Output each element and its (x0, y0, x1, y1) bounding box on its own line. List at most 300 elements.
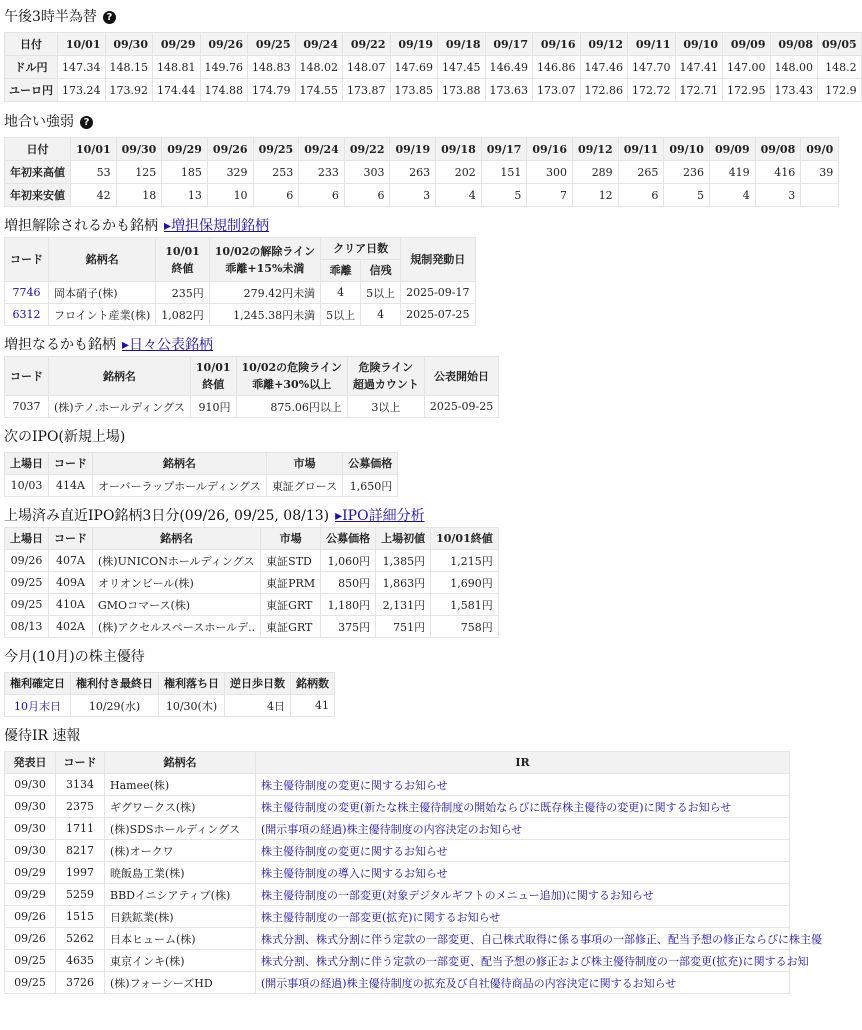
value-cell: 147.46 (580, 56, 628, 79)
date-cell: 09/25 (5, 572, 49, 594)
code-cell: 1515 (56, 906, 105, 928)
value-cell: 6 (618, 184, 664, 207)
code-cell (5, 304, 49, 326)
col-header-name: 銘柄名 (93, 528, 261, 550)
date-cell: 09/25 (5, 594, 49, 616)
col-header-code: コード (5, 357, 49, 396)
help-icon[interactable]: ? (80, 116, 93, 129)
ir-link[interactable]: (開示事項の経過)株主優待制度の拡充及び自社優待商品の内容決定に関するお知らせ (261, 976, 677, 990)
col-header-first-price: 上場初値 (376, 528, 431, 550)
code-cell: 8217 (56, 840, 105, 862)
price-cell: 850円 (321, 572, 376, 594)
release-line: 1,245.38円未満 (209, 304, 320, 326)
increase-table (4, 356, 499, 418)
value-cell: 173.85 (390, 79, 438, 102)
yutai-table (4, 672, 335, 717)
stock-name: 日鉄鉱業(株) (105, 906, 256, 928)
ir-cell (256, 928, 822, 950)
ir-link[interactable]: 株主優待制度の一部変更(拡充)に関するお知らせ (261, 910, 501, 924)
value-cell: 10 (207, 184, 253, 207)
release-line: 279.42円未満 (209, 282, 320, 304)
market-section-title (4, 111, 792, 133)
ir-link[interactable]: 株式分割、株式分割に伴う定款の一部変更、自己株式取得に係る事項の一部修正、配当予想の修正ならびに株主優 (261, 932, 822, 946)
col-header-release-line: 10/02の解除ライン 乖離+15%未満 (209, 238, 320, 282)
col-header-clear-days: クリア日数 (321, 238, 401, 260)
col-header-date: 上場日 (5, 528, 49, 550)
date-cell: 09/30 (5, 840, 56, 862)
stock-code-link[interactable]: 6312 (12, 308, 41, 321)
code-cell: 3134 (56, 774, 105, 796)
value-cell: 148.81 (153, 56, 201, 79)
col-header-day: 09/08 (755, 138, 801, 161)
stock-name: 東京インキ(株) (105, 950, 256, 972)
col-header-day: 09/11 (628, 33, 676, 56)
col-header-danger-line: 10/02の危険ライン 乖離+30%以上 (236, 357, 347, 396)
col-header-start-date: 規制発動日 (401, 238, 475, 282)
first-price-cell: 751円 (376, 616, 431, 638)
value-cell: 147.69 (390, 56, 438, 79)
table-row (5, 550, 499, 572)
value-cell: 148.02 (295, 56, 343, 79)
fx-table-wrap (4, 32, 857, 102)
ipo-analysis-link[interactable]: ▸IPO詳細分析 (335, 508, 425, 524)
row-header: 年初来安値 (5, 184, 71, 207)
stock-name: BBDイニシアティブ(株) (105, 884, 256, 906)
code-cell: 1711 (56, 818, 105, 840)
value-cell: 174.55 (295, 79, 343, 102)
row-header: 年初来高値 (5, 161, 71, 184)
value-cell: 3 (755, 184, 801, 207)
ir-link[interactable]: 株主優待制度の変更に関するお知らせ (261, 844, 448, 858)
date-cell: 09/30 (5, 818, 56, 840)
value-cell: 13 (162, 184, 208, 207)
increase-section-title (4, 334, 792, 356)
value-cell: 147.45 (438, 56, 486, 79)
code-cell (5, 282, 49, 304)
col-header-day: 09/30 (116, 138, 162, 161)
table-row (5, 304, 476, 326)
danger-line: 875.06円以上 (236, 396, 347, 418)
col-header-day: 09/18 (436, 138, 482, 161)
col-header-day: 09/05 (818, 33, 862, 56)
value-cell: 7 (527, 184, 573, 207)
code-cell: 5259 (56, 884, 105, 906)
col-header-days: 逆日歩日数 (225, 673, 291, 695)
value-cell: 147.70 (628, 56, 676, 79)
value-cell: 147.00 (723, 56, 771, 79)
ir-cell (256, 840, 790, 862)
col-header-day: 10/01 (58, 33, 106, 56)
value-cell: 125 (116, 161, 162, 184)
ir-cell (256, 906, 790, 928)
value-cell: 147.34 (58, 56, 106, 79)
col-header-day: 09/29 (153, 33, 201, 56)
col-header-day: 09/26 (200, 33, 248, 56)
market-table (4, 137, 839, 207)
stock-code-link[interactable]: 7746 (12, 286, 41, 299)
close-cell: 1,581円 (431, 594, 499, 616)
col-header-day: 09/30 (105, 33, 153, 56)
col-header-day: 09/25 (248, 33, 296, 56)
value-cell: 300 (527, 161, 573, 184)
table-row (5, 840, 790, 862)
col-header-price: 公募価格 (343, 453, 398, 475)
table-row (5, 79, 862, 102)
release-table (4, 237, 476, 326)
first-price-cell: 2,131円 (376, 594, 431, 616)
ir-link[interactable]: 株主優待制度の一部変更(対象デジタルギフトのメニュー追加)に関するお知らせ (261, 888, 654, 902)
stock-name: Hamee(株) (105, 774, 256, 796)
table-row (5, 818, 790, 840)
value-cell: 151 (481, 161, 527, 184)
col-header-day: 09/12 (573, 138, 619, 161)
market-title: 地合い強弱 (4, 114, 74, 130)
table-row (5, 56, 862, 79)
col-header-day: 09/24 (295, 33, 343, 56)
stock-name: 日本ヒューム(株) (105, 928, 256, 950)
table-row (5, 161, 839, 184)
name-cell: オリオンビール(株) (93, 572, 261, 594)
value-cell: 148.2 (818, 56, 862, 79)
col-header-ex-date: 権利落ち日 (159, 673, 225, 695)
table-row (5, 796, 790, 818)
date-cell: 09/29 (5, 862, 56, 884)
table-row (5, 594, 499, 616)
value-cell: 174.88 (200, 79, 248, 102)
table-row (5, 928, 790, 950)
value-cell: 265 (618, 161, 664, 184)
date-cell: 09/26 (5, 928, 56, 950)
value-cell (801, 184, 839, 207)
start-date: 2025-09-17 (401, 282, 475, 304)
close-price: 910円 (190, 396, 236, 418)
col-header-price: 公募価格 (321, 528, 376, 550)
col-header-day: 09/18 (438, 33, 486, 56)
ipo-recent-title: 上場済み直近IPO銘柄3日分(09/26, 09/25, 08/13) (4, 508, 330, 524)
ir-cell (256, 972, 790, 994)
start-date: 2025-09-25 (424, 396, 498, 418)
col-header-over-count: 危険ライン 超過カウント (347, 357, 424, 396)
stock-name: 岡本硝子(株) (49, 282, 156, 304)
date-cell: 09/26 (5, 906, 56, 928)
value-cell: 173.88 (438, 79, 486, 102)
market-table-wrap (4, 137, 834, 207)
count-cell: 41 (291, 695, 335, 717)
code-cell: 409A (49, 572, 93, 594)
ipo-next-title: 次のIPO(新規上場) (4, 429, 126, 445)
table-row (5, 184, 839, 207)
ir-link[interactable]: 株主優待制度の変更(新たな株主優待制度の開始ならびに既存株主優待の変更)に関するお知らせ (261, 800, 732, 814)
date-cell: 08/13 (5, 616, 49, 638)
value-cell: 202 (436, 161, 482, 184)
col-header-last-date: 権利付き最終日 (71, 673, 159, 695)
ir-link[interactable]: 株主優待制度の導入に関するお知らせ (261, 866, 448, 880)
ir-table-wrap (4, 751, 822, 994)
last-date-cell: 10/29(水) (71, 695, 159, 717)
ipo-next-section-title (4, 426, 792, 448)
ipo-recent-table (4, 527, 499, 638)
table-row (5, 862, 790, 884)
col-header-code: コード (49, 528, 93, 550)
value-cell: 253 (253, 161, 299, 184)
col-header-day: 09/16 (533, 33, 581, 56)
col-header-ir: IR (256, 752, 790, 774)
col-header-shinzan: 信残 (361, 260, 401, 282)
value-cell: 148.07 (343, 56, 391, 79)
code-cell: 1997 (56, 862, 105, 884)
value-cell: 42 (71, 184, 117, 207)
value-cell: 148.00 (770, 56, 818, 79)
value-cell: 146.49 (485, 56, 533, 79)
ir-table (4, 751, 822, 994)
value-cell: 172.95 (723, 79, 771, 102)
ir-link[interactable]: 株式分割、株式分割に伴う定款の一部変更、配当予想の修正および株主優待制度の一部変更(拡充)に関するお知 (261, 954, 809, 968)
ir-cell (256, 950, 809, 972)
code-cell: 4635 (56, 950, 105, 972)
ir-cell (256, 818, 790, 840)
kairi-days: 5以上 (321, 304, 361, 326)
first-price-cell: 1,863円 (376, 572, 431, 594)
price-cell: 1,650円 (343, 475, 398, 497)
price-cell: 375円 (321, 616, 376, 638)
col-header-day: 09/22 (344, 138, 390, 161)
table-row (5, 572, 499, 594)
days-cell: 4日 (225, 695, 291, 717)
col-header-day: 09/10 (675, 33, 723, 56)
value-cell: 174.79 (248, 79, 296, 102)
col-header-market: 市場 (266, 453, 342, 475)
ir-title: 優待IR 速報 (4, 728, 81, 744)
ipo-recent-section-title (4, 505, 792, 527)
ir-cell (256, 862, 790, 884)
col-header-day: 09/19 (390, 138, 436, 161)
code-cell: 407A (49, 550, 93, 572)
value-cell: 172.72 (628, 79, 676, 102)
price-cell: 1,060円 (321, 550, 376, 572)
close-cell: 1,690円 (431, 572, 499, 594)
date-cell: 09/29 (5, 884, 56, 906)
stock-name: (株)フォーシーズHD (105, 972, 256, 994)
value-cell: 39 (801, 161, 839, 184)
date-cell: 09/26 (5, 550, 49, 572)
ir-section-title (4, 725, 792, 747)
market-cell: 東証PRM (261, 572, 321, 594)
code-cell: 402A (49, 616, 93, 638)
value-cell: 173.63 (485, 79, 533, 102)
date-cell: 09/30 (5, 774, 56, 796)
market-cell: 東証グロース (266, 475, 342, 497)
value-cell: 303 (344, 161, 390, 184)
value-cell: 148.83 (248, 56, 296, 79)
value-cell: 4 (436, 184, 482, 207)
col-header-day: 09/19 (390, 33, 438, 56)
value-cell: 6 (299, 184, 345, 207)
col-header-day: 09/09 (709, 138, 755, 161)
date-cell: 09/25 (5, 950, 56, 972)
table-row (5, 906, 790, 928)
close-cell: 758円 (431, 616, 499, 638)
shinzan-days: 4 (361, 304, 401, 326)
table-row (5, 695, 335, 717)
col-header-day: 09/25 (253, 138, 299, 161)
col-header-code: コード (5, 238, 49, 282)
col-header-day: 09/0 (801, 138, 839, 161)
value-cell: 5 (664, 184, 710, 207)
col-header-day: 09/09 (723, 33, 771, 56)
table-row (5, 884, 790, 906)
table-row (5, 774, 790, 796)
col-header-day: 09/17 (481, 138, 527, 161)
value-cell: 173.92 (105, 79, 153, 102)
col-header-close: 10/01 終値 (190, 357, 236, 396)
table-row (5, 475, 398, 497)
first-price-cell: 1,385円 (376, 550, 431, 572)
fx-section-title (4, 6, 792, 28)
value-cell: 173.87 (343, 79, 391, 102)
col-header-day: 09/10 (664, 138, 710, 161)
value-cell: 147.41 (675, 56, 723, 79)
value-cell: 236 (664, 161, 710, 184)
ir-link[interactable]: (開示事項の経過)株主優待制度の内容決定のお知らせ (261, 822, 523, 836)
col-header-day: 09/26 (207, 138, 253, 161)
col-header-record-date: 権利確定日 (5, 673, 71, 695)
table-row (5, 950, 790, 972)
col-header-market: 市場 (261, 528, 321, 550)
help-icon[interactable]: ? (103, 11, 116, 24)
value-cell: 5 (481, 184, 527, 207)
col-header-start-date: 公表開始日 (424, 357, 498, 396)
page (0, 6, 857, 994)
col-header-day: 09/11 (618, 138, 664, 161)
record-date-link[interactable]: 10月末日 (14, 699, 61, 713)
row-header: ドル円 (5, 56, 58, 79)
close-price: 235円 (156, 282, 210, 304)
value-cell: 289 (573, 161, 619, 184)
col-header-count: 銘柄数 (291, 673, 335, 695)
value-cell: 148.15 (105, 56, 153, 79)
kairi-days: 4 (321, 282, 361, 304)
col-header-name: 銘柄名 (49, 357, 191, 396)
close-cell: 1,215円 (431, 550, 499, 572)
col-header-day: 10/01 (71, 138, 117, 161)
name-cell: (株)アクセルスペースホールデ.. (93, 616, 261, 638)
ir-cell (256, 774, 790, 796)
value-cell: 263 (390, 161, 436, 184)
daily-published-link[interactable]: ▸日々公表銘柄 (122, 337, 214, 353)
value-cell: 233 (299, 161, 345, 184)
yutai-title: 今月(10月)の株主優待 (4, 649, 145, 665)
stock-name: (株)SDSホールディングス (105, 818, 256, 840)
table-row (5, 616, 499, 638)
stock-name: フロイント産業(株) (49, 304, 156, 326)
table-row (5, 396, 499, 418)
stock-name: (株)オークワ (105, 840, 256, 862)
value-cell: 53 (71, 161, 117, 184)
value-cell: 6 (253, 184, 299, 207)
col-header-name: 銘柄名 (93, 453, 267, 475)
date-cell: 09/30 (5, 796, 56, 818)
ir-cell (256, 796, 790, 818)
close-price: 1,082円 (156, 304, 210, 326)
table-row (5, 972, 790, 994)
col-header-name: 銘柄名 (105, 752, 256, 774)
row-header: ユーロ円 (5, 79, 58, 102)
code-cell: 2375 (56, 796, 105, 818)
col-header-date: 日付 (5, 33, 58, 56)
value-cell: 173.07 (533, 79, 581, 102)
code-cell: 410A (49, 594, 93, 616)
col-header-close: 10/01 終値 (156, 238, 210, 282)
release-section-title (4, 215, 792, 237)
ex-date-cell: 10/30(木) (159, 695, 225, 717)
col-header-date: 日付 (5, 138, 71, 161)
col-header-day: 09/12 (580, 33, 628, 56)
code-cell: 3726 (56, 972, 105, 994)
col-header-close: 10/01終値 (431, 528, 499, 550)
col-header-code: コード (56, 752, 105, 774)
name-cell: (株)UNICONホールディングス (93, 550, 261, 572)
ipo-next-table (4, 452, 398, 497)
value-cell: 174.44 (153, 79, 201, 102)
value-cell: 3 (390, 184, 436, 207)
value-cell: 172.71 (675, 79, 723, 102)
stock-name: ギグワークス(株) (105, 796, 256, 818)
market-cell: 東証GRT (261, 616, 321, 638)
stock-name: (株)テノ.ホールディングス (49, 396, 191, 418)
market-cell: 東証GRT (261, 594, 321, 616)
yutai-section-title (4, 646, 792, 668)
price-cell: 1,180円 (321, 594, 376, 616)
value-cell: 329 (207, 161, 253, 184)
table-row (5, 282, 476, 304)
col-header-day: 09/24 (299, 138, 345, 161)
over-count: 3以上 (347, 396, 424, 418)
col-header-day: 09/17 (485, 33, 533, 56)
shinzan-days: 5以上 (361, 282, 401, 304)
margin-regulation-link[interactable]: ▸増担保規制銘柄 (164, 218, 270, 234)
col-header-name: 銘柄名 (49, 238, 156, 282)
value-cell: 6 (344, 184, 390, 207)
fx-title: 午後3時半為替 (4, 9, 97, 25)
name-cell: GMOコマース(株) (93, 594, 261, 616)
value-cell: 173.24 (58, 79, 106, 102)
code-cell: 414A (49, 475, 93, 497)
value-cell: 149.76 (200, 56, 248, 79)
col-header-date: 発表日 (5, 752, 56, 774)
value-cell: 416 (755, 161, 801, 184)
release-title: 増担解除されるかも銘柄 (4, 218, 158, 234)
value-cell: 4 (709, 184, 755, 207)
col-header-day: 09/29 (162, 138, 208, 161)
code-cell: 5262 (56, 928, 105, 950)
col-header-day: 09/08 (770, 33, 818, 56)
date-cell: 10/03 (5, 475, 49, 497)
ir-link[interactable]: 株主優待制度の変更に関するお知らせ (261, 778, 448, 792)
col-header-date: 上場日 (5, 453, 49, 475)
code-cell: 7037 (5, 396, 49, 418)
value-cell: 185 (162, 161, 208, 184)
value-cell: 419 (709, 161, 755, 184)
col-header-kairi: 乖離 (321, 260, 361, 282)
ir-cell (256, 884, 790, 906)
value-cell: 18 (116, 184, 162, 207)
start-date: 2025-07-25 (401, 304, 475, 326)
col-header-code: コード (49, 453, 93, 475)
market-cell: 東証STD (261, 550, 321, 572)
value-cell: 172.86 (580, 79, 628, 102)
fx-table (4, 32, 862, 102)
increase-title: 増担なるかも銘柄 (4, 337, 116, 353)
